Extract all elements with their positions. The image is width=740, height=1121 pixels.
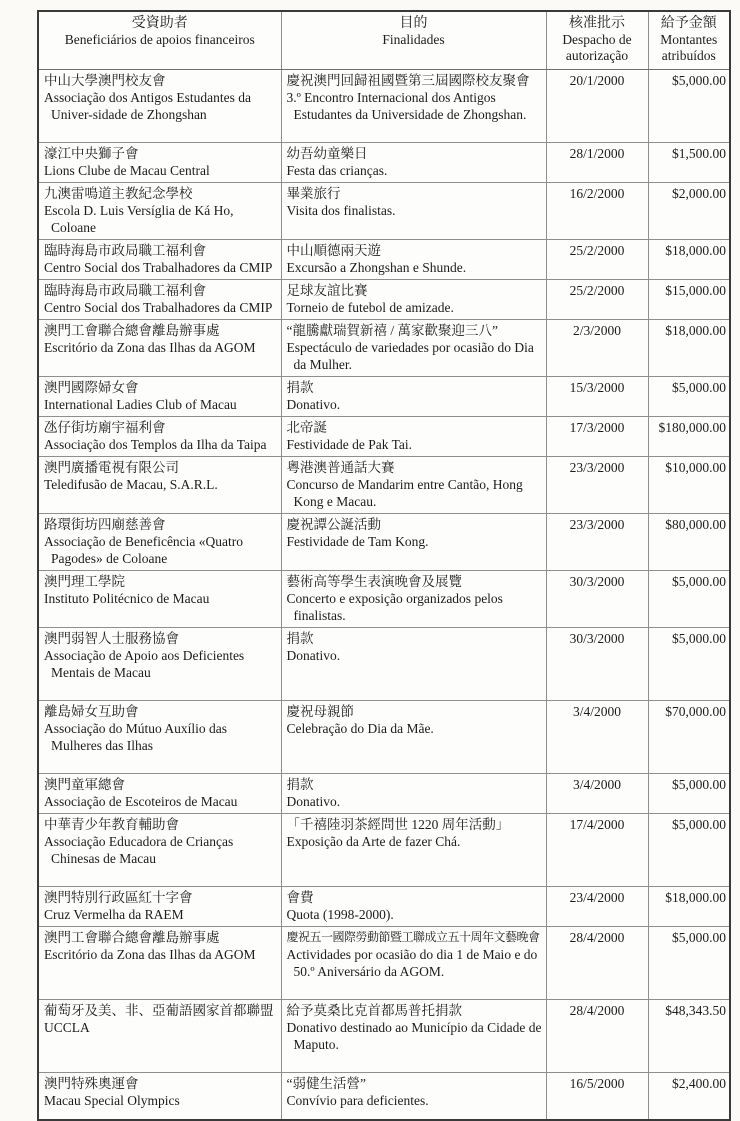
purpose-zh: 藝術高等學生表演晚會及展覽 xyxy=(286,574,462,589)
purpose-cell xyxy=(281,183,546,240)
beneficiary-name-pt: Associação dos Antigos Estudantes da Univer-sidade de Zhongshan xyxy=(44,90,251,122)
table-row xyxy=(38,457,730,514)
beneficiary-name-pt: Teledifusão de Macau, S.A.R.L. xyxy=(44,477,218,492)
amount-granted: $80,000.00 xyxy=(648,514,730,571)
beneficiary-name-pt: UCCLA xyxy=(44,1020,90,1035)
beneficiary-cell xyxy=(38,70,281,143)
beneficiary-name-zh: 路環街坊四廟慈善會 xyxy=(44,517,166,532)
purpose-cell xyxy=(281,1073,546,1121)
purpose-zh: 粵港澳普通話大賽 xyxy=(286,460,395,475)
table-row xyxy=(38,927,730,1000)
beneficiary-name-zh: 中山大學澳門校友會 xyxy=(44,73,166,88)
authorization-date: 25/2/2000 xyxy=(546,240,648,280)
beneficiary-name-zh: 九澳雷鳴道主教紀念學校 xyxy=(44,186,193,201)
beneficiary-cell xyxy=(38,240,281,280)
table-row xyxy=(38,320,730,377)
purpose-zh: 畢業旅行 xyxy=(286,186,341,201)
amount-granted: $5,000.00 xyxy=(648,927,730,1000)
purpose-zh: 北帝誕 xyxy=(286,420,327,435)
table-row xyxy=(38,1000,730,1073)
beneficiary-name-pt: Escola D. Luis Versíglia de Ká Ho, Coloane xyxy=(44,203,234,235)
amount-granted: $70,000.00 xyxy=(648,701,730,774)
purpose-pt: Donativo. xyxy=(286,648,341,663)
beneficiary-cell xyxy=(38,628,281,701)
authorization-date: 17/4/2000 xyxy=(546,814,648,887)
amount-granted: $180,000.00 xyxy=(648,417,730,457)
beneficiary-name-zh: 中華青少年教育輔助會 xyxy=(44,817,179,832)
amount-granted: $18,000.00 xyxy=(648,320,730,377)
beneficiary-name-zh: 澳門特殊奧運會 xyxy=(44,1076,139,1091)
table-row xyxy=(38,183,730,240)
table-row xyxy=(38,417,730,457)
purpose-zh: 「千禧陸羽茶經問世 1220 周年活動」 xyxy=(286,817,510,832)
beneficiary-name-pt: Escritório da Zona das Ilhas da AGOM xyxy=(44,340,256,355)
purpose-cell xyxy=(281,70,546,143)
purpose-pt: Espectáculo de variedades por ocasião do Dia da Mulher. xyxy=(286,340,534,372)
table-row xyxy=(38,701,730,774)
beneficiary-name-zh: 濠江中央獅子會 xyxy=(44,146,139,161)
amount-granted: $5,000.00 xyxy=(648,814,730,887)
table-row xyxy=(38,628,730,701)
purpose-cell xyxy=(281,701,546,774)
beneficiary-name-pt: Associação de Beneficência «Quatro Pagodes» de Coloane xyxy=(44,534,244,566)
amount-granted: $10,000.00 xyxy=(648,457,730,514)
table-row xyxy=(38,240,730,280)
purpose-pt: Donativo destinado ao Município da Cidade de Maputo. xyxy=(286,1020,542,1052)
beneficiary-name-pt: International Ladies Club of Macau xyxy=(44,397,237,412)
purpose-cell xyxy=(281,774,546,814)
header-beneficiary-pt: Beneficiários de apoios financeiros xyxy=(64,32,255,47)
beneficiary-cell xyxy=(38,143,281,183)
beneficiary-name-zh: 澳門工會聯合總會離島辦事處 xyxy=(44,930,220,945)
purpose-pt: 3.º Encontro Internacional dos Antigos Estudantes da Universidade de Zhongshan. xyxy=(286,90,527,122)
beneficiary-cell xyxy=(38,320,281,377)
purpose-pt: Festa das crianças. xyxy=(286,163,388,178)
purpose-pt: Visita dos finalistas. xyxy=(286,203,396,218)
beneficiary-cell xyxy=(38,457,281,514)
purpose-pt: Actividades por ocasião do dia 1 de Maio e do 50.º Aniversário da AGOM. xyxy=(286,947,538,979)
authorization-date: 23/3/2000 xyxy=(546,457,648,514)
header-row xyxy=(38,11,730,70)
table-row xyxy=(38,1073,730,1121)
purpose-pt: Concurso de Mandarim entre Cantão, Hong Kong e Macau. xyxy=(286,477,523,509)
purpose-zh: “龍騰獻瑞賀新禧 / 萬家歡聚迎三八” xyxy=(286,323,498,338)
purpose-cell xyxy=(281,927,546,1000)
beneficiary-cell xyxy=(38,887,281,927)
amount-granted: $5,000.00 xyxy=(648,70,730,143)
header-purpose-pt: Finalidades xyxy=(382,32,445,47)
beneficiary-name-zh: 澳門國際婦女會 xyxy=(44,380,139,395)
purpose-pt: Exposição da Arte de fazer Chá. xyxy=(286,834,461,849)
purpose-zh: “弱健生活營” xyxy=(286,1076,366,1091)
authorization-date: 2/3/2000 xyxy=(546,320,648,377)
table-header xyxy=(38,11,730,70)
beneficiary-name-pt: Associação de Apoio aos Deficientes Mentais de Macau xyxy=(44,648,245,680)
purpose-zh: 幼吾幼童樂日 xyxy=(286,146,368,161)
beneficiary-name-zh: 葡萄牙及美、非、亞葡語國家首都聯盟 xyxy=(44,1003,274,1018)
beneficiary-cell xyxy=(38,183,281,240)
authorization-date: 17/3/2000 xyxy=(546,417,648,457)
beneficiary-name-zh: 澳門理工學院 xyxy=(44,574,125,589)
beneficiary-name-pt: Associação do Mútuo Auxílio das Mulheres das Ilhas xyxy=(44,721,227,753)
purpose-zh: 足球友誼比賽 xyxy=(286,283,368,298)
amount-granted: $5,000.00 xyxy=(648,571,730,628)
beneficiary-name-zh: 氹仔街坊廟宇福利會 xyxy=(44,420,166,435)
beneficiary-cell xyxy=(38,927,281,1000)
amount-granted: $18,000.00 xyxy=(648,240,730,280)
purpose-cell xyxy=(281,814,546,887)
purpose-cell xyxy=(281,1000,546,1073)
amount-granted: $18,000.00 xyxy=(648,887,730,927)
purpose-pt: Torneio de futebol de amizade. xyxy=(286,300,454,315)
table-row xyxy=(38,280,730,320)
beneficiary-name-pt: Macau Special Olympics xyxy=(44,1093,180,1108)
table-row xyxy=(38,774,730,814)
purpose-zh: 給予莫桑比克首都馬普托捐款 xyxy=(286,1003,462,1018)
beneficiary-name-pt: Lions Clube de Macau Central xyxy=(44,163,210,178)
purpose-zh: 慶祝澳門回歸祖國暨第三屆國際校友聚會 xyxy=(286,73,530,88)
purpose-zh: 捐款 xyxy=(286,631,314,646)
purpose-pt: Festividade de Pak Tai. xyxy=(286,437,413,452)
beneficiary-cell xyxy=(38,280,281,320)
authorization-date: 15/3/2000 xyxy=(546,377,648,417)
purpose-cell xyxy=(281,628,546,701)
authorization-date: 28/4/2000 xyxy=(546,927,648,1000)
authorization-date: 16/2/2000 xyxy=(546,183,648,240)
beneficiary-cell xyxy=(38,1000,281,1073)
purpose-zh: 慶祝母親節 xyxy=(286,704,354,719)
beneficiary-name-pt: Escritório da Zona das Ilhas da AGOM xyxy=(44,947,256,962)
purpose-cell xyxy=(281,887,546,927)
purpose-cell xyxy=(281,320,546,377)
purpose-pt: Donativo. xyxy=(286,397,341,412)
table-row xyxy=(38,571,730,628)
purpose-cell xyxy=(281,240,546,280)
beneficiary-cell xyxy=(38,814,281,887)
table-row xyxy=(38,70,730,143)
purpose-pt: Celebração do Dia da Mãe. xyxy=(286,721,434,736)
purpose-cell xyxy=(281,377,546,417)
authorization-date: 3/4/2000 xyxy=(546,774,648,814)
beneficiary-name-zh: 離島婦女互助會 xyxy=(44,704,139,719)
authorization-date: 25/2/2000 xyxy=(546,280,648,320)
purpose-pt: Excursão a Zhongshan e Shunde. xyxy=(286,260,467,275)
purpose-zh: 捐款 xyxy=(286,777,314,792)
beneficiary-name-zh: 臨時海島市政局職工福利會 xyxy=(44,283,206,298)
authorization-date: 30/3/2000 xyxy=(546,628,648,701)
amount-granted: $5,000.00 xyxy=(648,774,730,814)
header-purpose-zh: 目的 xyxy=(399,16,428,31)
beneficiary-cell xyxy=(38,571,281,628)
purpose-zh: 會費 xyxy=(286,890,314,905)
purpose-pt: Concerto e exposição organizados pelos finalistas. xyxy=(286,591,503,623)
purpose-cell xyxy=(281,571,546,628)
amount-granted: $2,000.00 xyxy=(648,183,730,240)
beneficiary-name-pt: Cruz Vermelha da RAEM xyxy=(44,907,184,922)
beneficiary-name-zh: 澳門特別行政區紅十字會 xyxy=(44,890,193,905)
beneficiary-name-pt: Associação dos Templos da Ilha da Taipa xyxy=(44,437,267,452)
amount-granted: $48,343.50 xyxy=(648,1000,730,1073)
purpose-zh: 慶祝譚公誕活動 xyxy=(286,517,381,532)
beneficiary-cell xyxy=(38,514,281,571)
purpose-cell xyxy=(281,280,546,320)
amount-granted: $15,000.00 xyxy=(648,280,730,320)
document-page xyxy=(0,10,740,1108)
authorization-date: 23/4/2000 xyxy=(546,887,648,927)
beneficiary-cell xyxy=(38,1073,281,1121)
table-row xyxy=(38,814,730,887)
table-row xyxy=(38,514,730,571)
purpose-cell xyxy=(281,417,546,457)
purpose-cell xyxy=(281,457,546,514)
purpose-pt: Convívio para deficientes. xyxy=(286,1093,429,1108)
header-date xyxy=(546,11,648,70)
authorization-date: 23/3/2000 xyxy=(546,514,648,571)
beneficiary-name-zh: 臨時海島市政局職工福利會 xyxy=(44,243,206,258)
beneficiary-name-zh: 澳門童軍總會 xyxy=(44,777,125,792)
beneficiary-cell xyxy=(38,417,281,457)
authorization-date: 30/3/2000 xyxy=(546,571,648,628)
beneficiary-name-pt: Associação Educadora de Crianças Chinesas de Macau xyxy=(44,834,234,866)
table-row xyxy=(38,377,730,417)
beneficiary-name-pt: Associação de Escoteiros de Macau xyxy=(44,794,238,809)
authorization-date: 28/4/2000 xyxy=(546,1000,648,1073)
header-beneficiary xyxy=(38,11,281,70)
beneficiary-name-zh: 澳門工會聯合總會離島辦事處 xyxy=(44,323,220,338)
amount-granted: $1,500.00 xyxy=(648,143,730,183)
authorization-date: 16/5/2000 xyxy=(546,1073,648,1121)
beneficiary-name-pt: Centro Social dos Trabalhadores da CMIP xyxy=(44,300,273,315)
table-body xyxy=(38,70,730,1121)
grants-table xyxy=(37,10,731,1121)
amount-granted: $2,400.00 xyxy=(648,1073,730,1121)
authorization-date: 20/1/2000 xyxy=(546,70,648,143)
authorization-date: 3/4/2000 xyxy=(546,701,648,774)
header-date-pt: Despacho de autorização xyxy=(562,32,632,63)
header-beneficiary-zh: 受資助者 xyxy=(131,16,188,31)
purpose-zh: 慶祝五一國際勞動節暨工聯成立五十周年文藝晚會 xyxy=(286,930,540,944)
purpose-cell xyxy=(281,514,546,571)
amount-granted: $5,000.00 xyxy=(648,377,730,417)
purpose-pt: Donativo. xyxy=(286,794,341,809)
table-row xyxy=(38,887,730,927)
beneficiary-cell xyxy=(38,701,281,774)
table-row xyxy=(38,143,730,183)
authorization-date: 28/1/2000 xyxy=(546,143,648,183)
header-amount-pt: Montantes atribuídos xyxy=(660,32,718,63)
beneficiary-name-zh: 澳門廣播電視有限公司 xyxy=(44,460,179,475)
beneficiary-cell xyxy=(38,774,281,814)
purpose-pt: Quota (1998-2000). xyxy=(286,907,394,922)
purpose-zh: 中山順德兩天遊 xyxy=(286,243,381,258)
header-amount xyxy=(648,11,730,70)
header-date-zh: 核准批示 xyxy=(569,16,625,31)
purpose-cell xyxy=(281,143,546,183)
purpose-zh: 捐款 xyxy=(286,380,314,395)
beneficiary-name-pt: Instituto Politécnico de Macau xyxy=(44,591,210,606)
beneficiary-name-pt: Centro Social dos Trabalhadores da CMIP xyxy=(44,260,273,275)
header-amount-zh: 給予金額 xyxy=(660,16,717,31)
purpose-pt: Festividade de Tam Kong. xyxy=(286,534,429,549)
header-purpose xyxy=(281,11,546,70)
beneficiary-cell xyxy=(38,377,281,417)
beneficiary-name-zh: 澳門弱智人士服務協會 xyxy=(44,631,179,646)
amount-granted: $5,000.00 xyxy=(648,628,730,701)
